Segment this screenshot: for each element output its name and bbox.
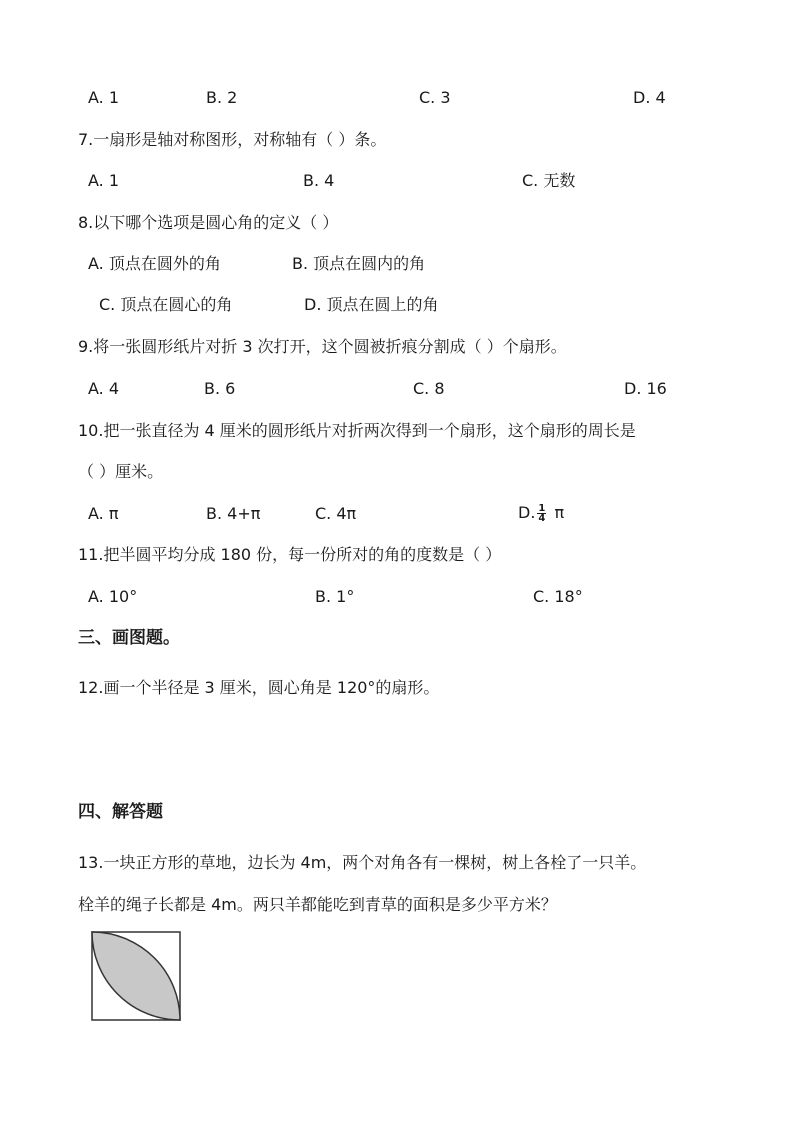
q8-option-a: A. 顶点在圆外的角 <box>88 254 221 273</box>
q10-option-a: A. π <box>88 504 119 523</box>
q7-option-c: C. 无数 <box>522 171 576 190</box>
grass-square-figure <box>90 930 186 1026</box>
q11-text: 11.把半圆平均分成 180 份，每一份所对的角的度数是（ ） <box>78 545 502 564</box>
q10-option-d-prefix: D. <box>518 503 536 522</box>
q11-option-c: C. 18° <box>533 587 583 606</box>
q10-text-line1: 10.把一张直径为 4 厘米的圆形纸片对折两次得到一个扇形，这个扇形的周长是 <box>78 421 636 440</box>
q8-option-b: B. 顶点在圆内的角 <box>292 254 426 273</box>
q9-text: 9.将一张圆形纸片对折 3 次打开，这个圆被折痕分割成（ ）个扇形。 <box>78 337 567 356</box>
q13-text-line2: 栓羊的绳子长都是 4m。两只羊都能吃到青草的面积是多少平方米？ <box>78 895 557 914</box>
shaded-lens-region <box>92 932 180 1020</box>
fraction <box>537 504 546 523</box>
q9-option-d: D. 16 <box>624 379 667 398</box>
q10-option-d-suffix: π <box>554 503 565 522</box>
q10-option-d <box>518 500 564 526</box>
section-4-title: 四、解答题 <box>78 802 163 822</box>
q9-option-c: C. 8 <box>413 379 445 398</box>
q8-option-c: C. 顶点在圆心的角 <box>99 295 233 314</box>
q7-option-a: A. 1 <box>88 171 120 190</box>
q6-option-d: D. 4 <box>633 88 666 107</box>
fraction-denominator: 4 <box>538 513 546 524</box>
q7-option-b: B. 4 <box>303 171 335 190</box>
q6-option-a: A. 1 <box>88 88 120 107</box>
q13-text-line1: 13.一块正方形的草地，边长为 4m，两个对角各有一棵树，树上各栓了一只羊。 <box>78 853 647 872</box>
q8-option-d: D. 顶点在圆上的角 <box>304 295 439 314</box>
q12-text: 12.画一个半径是 3 厘米，圆心角是 120°的扇形。 <box>78 678 440 697</box>
q11-option-a: A. 10° <box>88 587 138 606</box>
q10-option-c: C. 4π <box>315 504 357 523</box>
q7-text: 7.一扇形是轴对称图形，对称轴有（ ）条。 <box>78 130 387 149</box>
q9-option-a: A. 4 <box>88 379 120 398</box>
q6-option-b: B. 2 <box>206 88 238 107</box>
q9-option-b: B. 6 <box>204 379 236 398</box>
q10-option-b: B. 4+π <box>206 504 261 523</box>
q10-text-line2: （ ）厘米。 <box>78 462 164 481</box>
q11-option-b: B. 1° <box>315 587 355 606</box>
fraction-numerator: 1 <box>538 503 546 514</box>
q6-option-c: C. 3 <box>419 88 451 107</box>
q8-text: 8.以下哪个选项是圆心角的定义（ ） <box>78 213 339 232</box>
section-3-title: 三、画图题。 <box>78 628 180 648</box>
